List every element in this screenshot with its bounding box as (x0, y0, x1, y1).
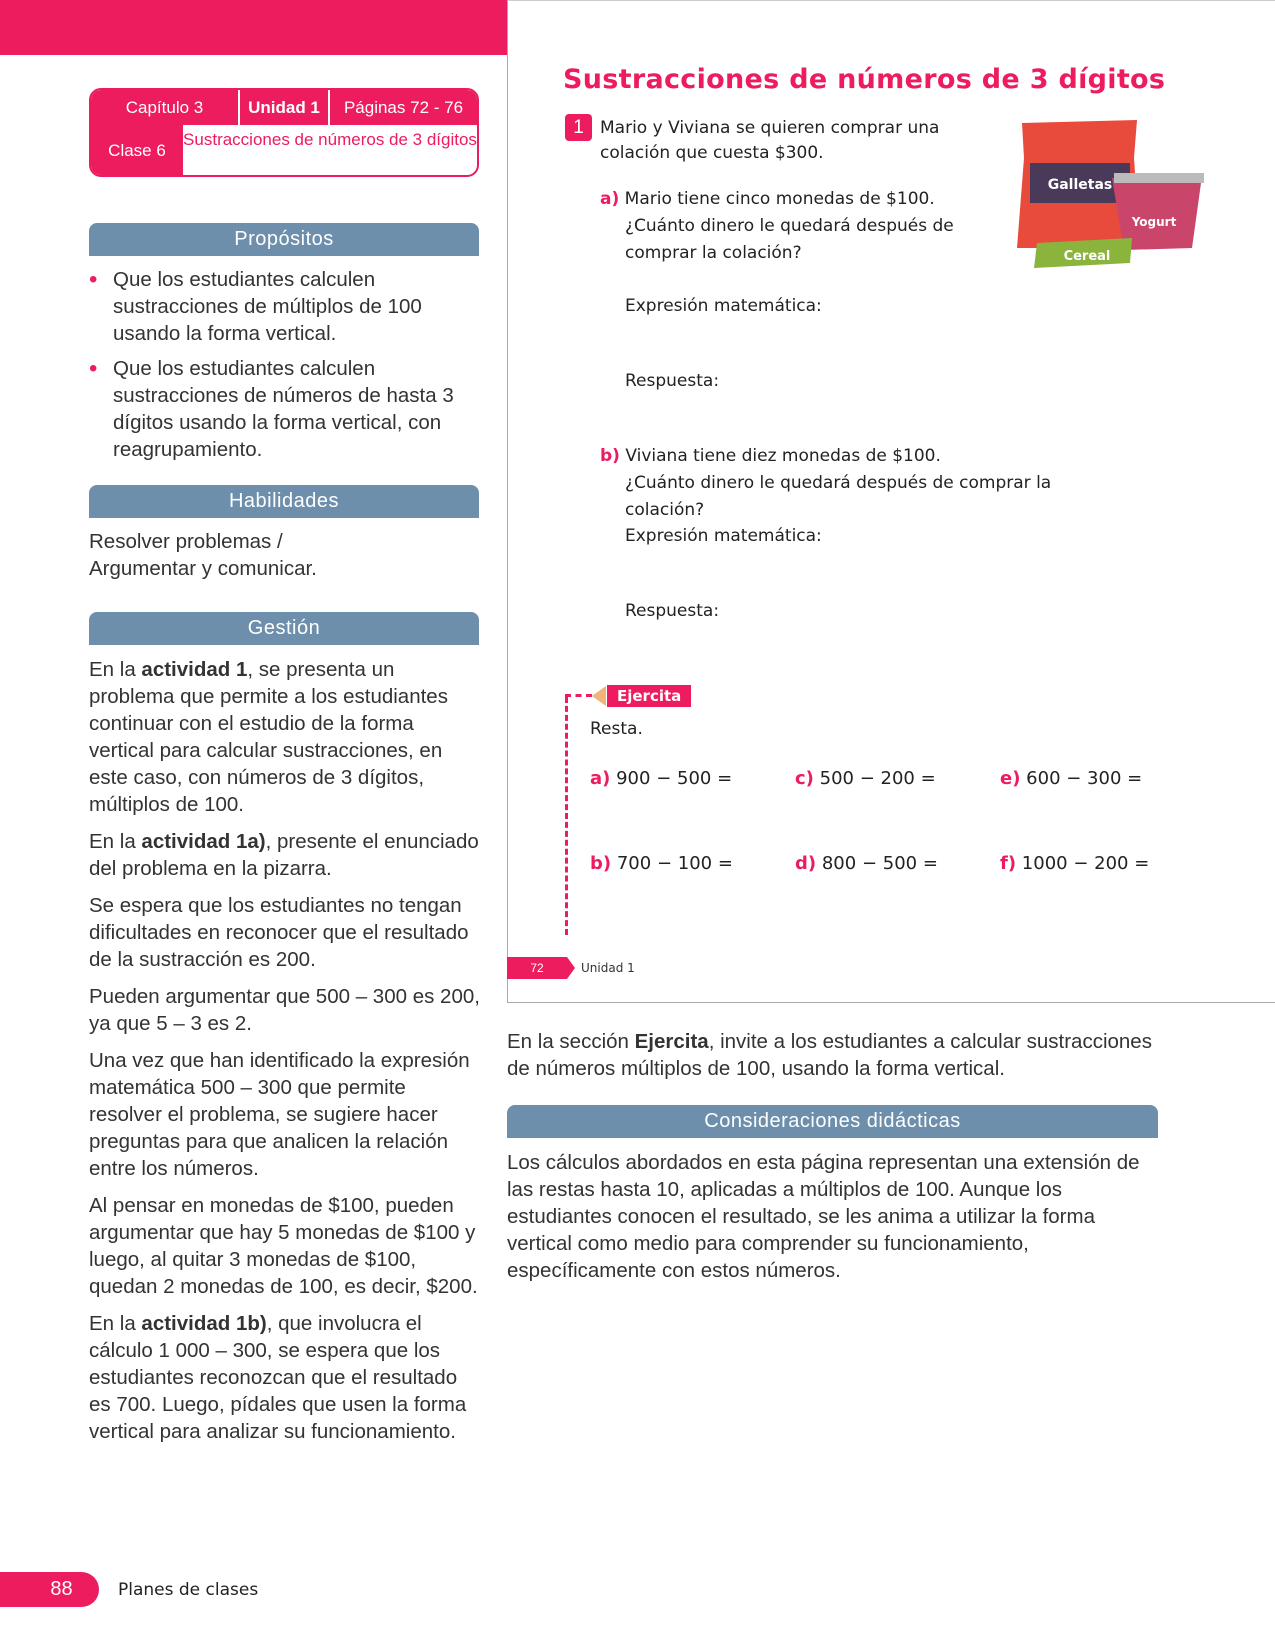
paragraph-pre: En la (89, 1312, 142, 1335)
part-text: Viviana tiene diez monedas de $100. (625, 446, 941, 466)
paragraph-post: , que involucra el cálculo 1 000 – 300, se espera que los estudiantes reconozcan que el resultado es 700. Luego, pídales que usen la forma vertical para analizar su funcionamiento. (89, 1312, 467, 1443)
exercise-expression: 500 − 200 = (819, 768, 936, 789)
topic-label: Sustracciones de números de 3 dígitos (183, 130, 477, 149)
paragraph-pre: Pueden argumentar que 500 – 300 es 200, ya que 5 – 3 es 2. (89, 985, 480, 1035)
gestion-paragraph (89, 656, 481, 818)
gestion-paragraph (89, 892, 481, 973)
part-label: b) (600, 446, 620, 466)
galletas-label: Galletas (1047, 177, 1113, 193)
pencil-tip-icon (592, 686, 606, 706)
exercise-label: e) (1000, 768, 1021, 789)
exercise-label: b) (590, 853, 612, 874)
part-question: ¿Cuánto dinero le quedará después de comprar la colación? (625, 473, 1052, 520)
paragraph-pre: En la (89, 830, 142, 853)
exercise-item (1000, 853, 1149, 874)
workbook-unit-footer: Unidad 1 (581, 961, 635, 975)
workbook-page-number: 72 (507, 957, 567, 979)
gestion-paragraph (89, 983, 481, 1037)
exercise-item (795, 853, 938, 874)
part-text: Mario tiene cinco monedas de $100. (624, 189, 935, 209)
paragraph-post: , presente el enunciado del problema en la pizarra. (89, 830, 479, 880)
paragraph-bold: actividad 1b) (141, 1312, 267, 1335)
list-item: • Que los estudiantes calculen sustracciones de números de hasta 3 dígitos usando la forma vertical, con reagrupamiento. (89, 355, 481, 463)
propositos-list (89, 266, 481, 471)
exercise-item (590, 768, 732, 789)
paragraph-pre: Se espera que los estudiantes no tengan dificultades en reconocer que el resultado de la sustracción es 200. (89, 894, 469, 971)
exercise-expression: 700 − 100 = (616, 853, 733, 874)
answer-label: Respuesta: (625, 371, 720, 391)
paragraph-post: , se presenta un problema que permite a los estudiantes continuar con el estudio de la forma vertical para calcular sustracciones, en este caso, con números de 3 dígitos, múltiplos de 100. (89, 658, 448, 816)
exercise-expression: 800 − 500 = (821, 853, 938, 874)
footer-label: Planes de clases (118, 1580, 259, 1600)
note-text: En la sección (507, 1030, 635, 1053)
exercise-item (1000, 768, 1142, 789)
exercise-label: a) (590, 768, 611, 789)
exercise-expression: 1000 − 200 = (1021, 853, 1150, 874)
page-tab-arrow (567, 957, 575, 979)
expression-label: Expresión matemática: (625, 296, 822, 316)
part-question: ¿Cuánto dinero le quedará después de comprar la colación? (625, 216, 954, 263)
part-a (600, 186, 1000, 267)
gestion-text (89, 656, 481, 1455)
gestion-paragraph (89, 828, 481, 882)
ejercita-dashed-line (565, 697, 568, 935)
gestion-paragraph (89, 1310, 481, 1445)
habilidades-heading: Habilidades (89, 485, 479, 518)
snacks-illustration (1012, 118, 1207, 278)
activity-intro: Mario y Viviana se quieren comprar una colación que cuesta $300. (600, 118, 940, 163)
ejercita-dashed-line (565, 694, 592, 697)
paragraph-pre: Una vez que han identificado la expresión matemática 500 – 300 que permite resolver el problema, se sugiere hacer preguntas para que analicen la relación entre los números. (89, 1049, 470, 1180)
exercise-label: d) (795, 853, 817, 874)
chapter-label: Capítulo 3 (91, 90, 240, 125)
top-color-bar (0, 0, 507, 55)
consideraciones-text: Los cálculos abordados en esta página representan una extensión de las restas hasta 10, aplicadas a múltiplos de 100. Aunque los estudiantes conocen el resultado, se les anima a utilizar la forma vertical como medio para comprender su funcionamiento, específicamente con estos números. (507, 1151, 1140, 1282)
part-b (600, 443, 1120, 524)
pages-label: Páginas 72 - 76 (343, 97, 464, 117)
paragraph-pre: En la (89, 658, 142, 681)
footer-page-number: 88 (0, 1572, 99, 1607)
ejercita-note (507, 1028, 1167, 1082)
exercise-label: f) (1000, 853, 1017, 874)
consideraciones-heading: Consideraciones didácticas (507, 1105, 1158, 1138)
note-bold: Ejercita (634, 1030, 709, 1053)
exercise-label: c) (795, 768, 814, 789)
unit-label: Unidad 1 (240, 90, 330, 125)
part-label: a) (600, 189, 620, 209)
class-label: Clase 6 (91, 125, 183, 177)
propositos-heading: Propósitos (89, 223, 479, 256)
expression-label: Expresión matemática: (625, 526, 822, 546)
ejercita-instruction: Resta. (590, 719, 643, 739)
gestion-paragraph (89, 1047, 481, 1182)
exercise-item (795, 768, 936, 789)
paragraph-bold: actividad 1a) (141, 830, 266, 853)
answer-label: Respuesta: (625, 601, 720, 621)
habilidades-text: Resolver problemas / Argumentar y comunicar. (89, 530, 317, 580)
list-item: • Que los estudiantes calculen sustracciones de múltiplos de 100 usando la forma vertical. (89, 266, 481, 347)
paragraph-bold: actividad 1 (141, 658, 248, 681)
activity-number: 1 (565, 114, 592, 141)
exercise-expression: 600 − 300 = (1026, 768, 1143, 789)
exercise-item (590, 853, 733, 874)
workbook-title: Sustracciones de números de 3 dígitos (563, 64, 1166, 95)
gestion-heading: Gestión (89, 612, 479, 645)
note-text: , invite a los estudiantes a calcular sustracciones de números múltiplos de 100, usando la forma vertical. (507, 1030, 1152, 1080)
lesson-header-box (89, 88, 479, 177)
yogurt-label: Yogurt (1131, 215, 1177, 229)
exercise-expression: 900 − 500 = (616, 768, 733, 789)
paragraph-pre: Al pensar en monedas de $100, pueden argumentar que hay 5 monedas de $100 y luego, al quitar 3 monedas de $100, quedan 2 monedas de 100, es decir, $200. (89, 1194, 478, 1298)
gestion-paragraph (89, 1192, 481, 1300)
cereal-label: Cereal (1063, 249, 1111, 264)
ejercita-tag: Ejercita (607, 685, 691, 707)
